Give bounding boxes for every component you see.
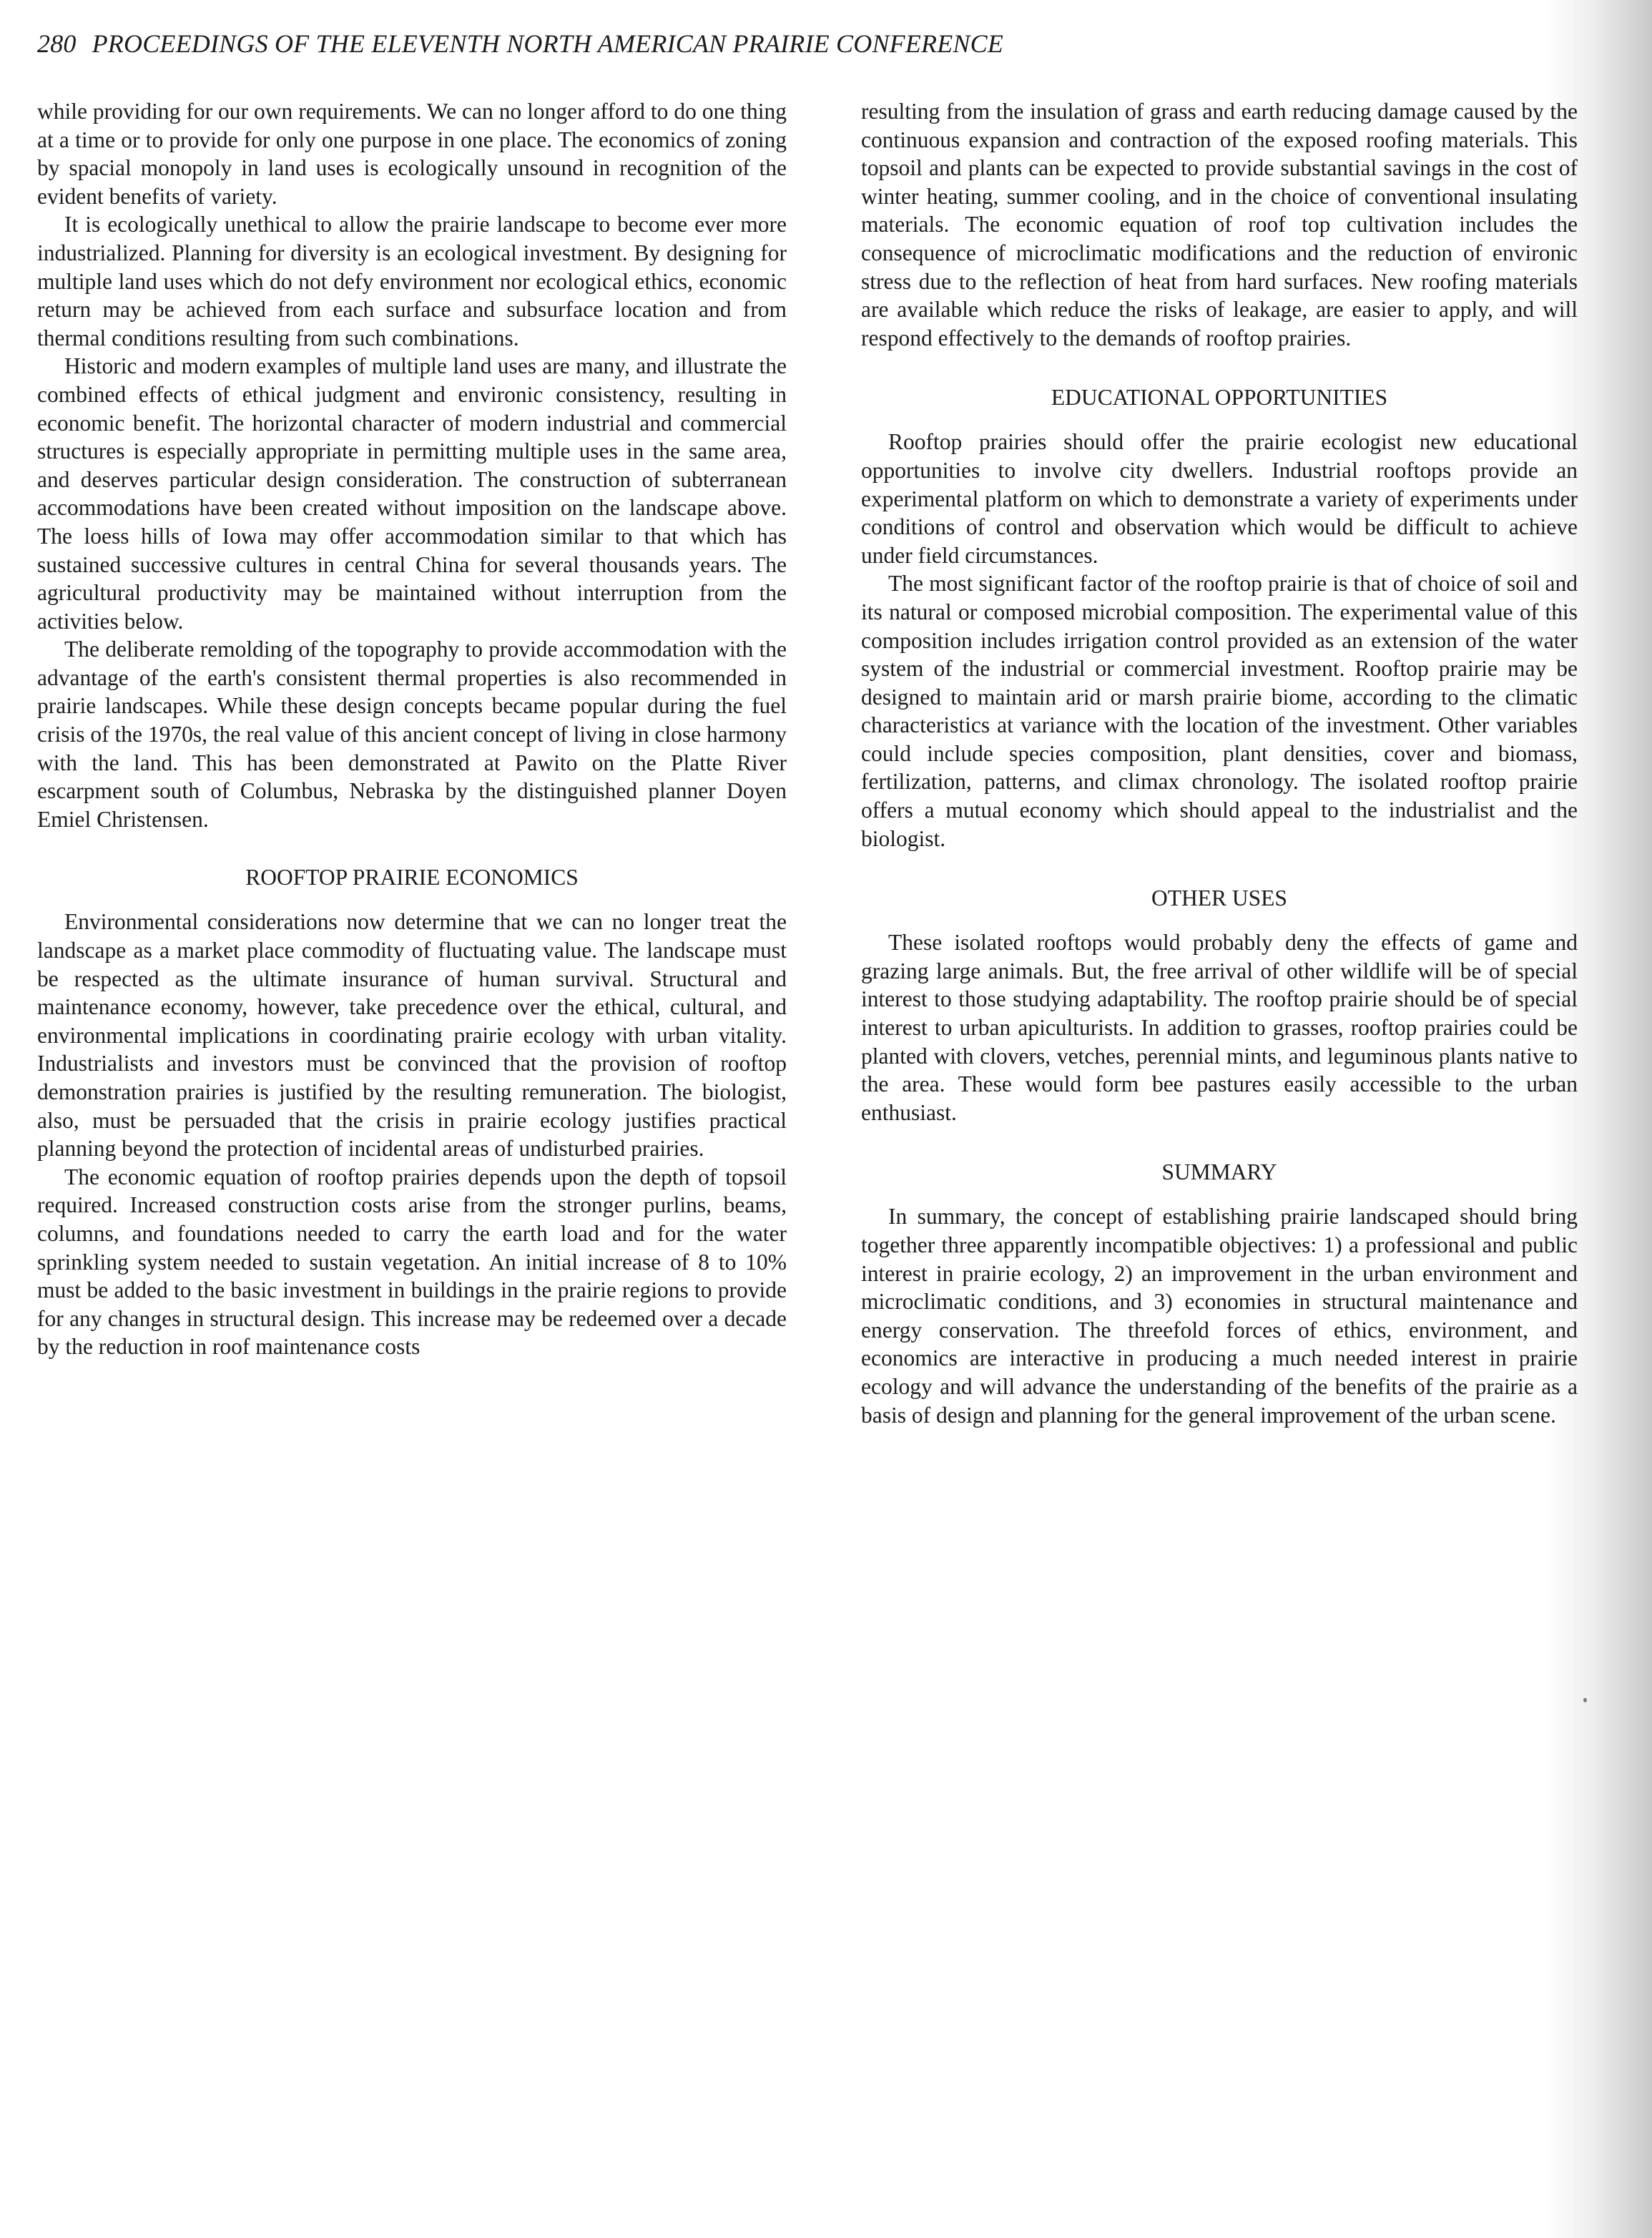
scan-speck [1583,1698,1587,1702]
paragraph: The most significant factor of the rooftop prairie is that of choice of soil and its natural or composed microbial composition. The experimental value of this composition includes irrigation control provided as an extension of the water system of the industrial or commercial investment. Rooftop prairie may be designed to maintain arid or marsh prairie biome, according to the climatic characteristics at variance with the location of the investment. Other variables could include species composition, plant densities, cover and biomass, fertilization, patterns, and climax chronology. The isolated rooftop prairie offers a mutual economy which should appeal to the industrialist and the biologist. [861,571,1578,851]
paragraph: while providing for our own requirements. We can no longer afford to do one thing at a time or to provide for only one purpose in one place. The economics of zoning by spacial monopoly in land uses is ecologically unsound in recognition of the evident benefits of variety. [37,99,787,209]
page-number: 280 [37,29,77,58]
paragraph: Historic and modern examples of multiple land uses are many, and illustrate the combined effects of ethical judgment and environic consistency, resulting in economic benefit. The horizontal character of modern industrial and commercial structures is especially appropriate in permitting multiple uses in the same area, and deserves particular design consideration. The construction of subterranean accommodations have been created without imposition on the landscape above. The loess hills of Iowa may offer accommodation similar to that which has sustained successive cultures in central China for several thousands years. The agricultural productivity may be maintained without interruption from the activities below. [37,353,787,634]
paragraph: The economic equation of rooftop prairies depends upon the depth of topsoil required. Increased construction costs arise from the stronger purlins, beams, columns, and foundations needed to carry the earth load and for the water sprinkling system needed to sustain vegetation. An initial increase of 8 to 10% must be added to the basic investment in buildings in the prairie regions to provide for any changes in structural design. This increase may be redeemed over a decade by the reduction in roof maintenance costs [37,1164,787,1360]
paragraph: The deliberate remolding of the topography to provide accommodation with the advantage of the earth's consistent thermal properties is also recommended in prairie landscapes. While these design concepts became popular during the fuel crisis of the 1970s, the real value of this ancient concept of living in close harmony with the land. This has been demonstrated at Pawito on the Platte River escarpment south of Columbus, Nebraska by the distinguished planner Doyen Emiel Christensen. [37,637,787,832]
running-header [37,29,1003,59]
paragraph: resulting from the insulation of grass and earth reducing damage caused by the continuous expansion and contraction of the exposed roofing materials. This topsoil and plants can be expected to provide substantial savings in the cost of winter heating, summer cooling, and in the choice of conventional insulating materials. The economic equation of roof top cultivation includes the consequence of microclimatic modifications and the reduction of environic stress due to the reflection of heat from hard surfaces. New roofing materials are available which reduce the risks of leakage, are easier to apply, and will respond effectively to the demands of rooftop prairies. [861,99,1578,350]
paragraph: Rooftop prairies should offer the prairie ecologist new educational opportunities to involve city dwellers. Industrial rooftops provide an experimental platform on which to demonstrate a variety of experiments under conditions of control and observation which would be difficult to achieve under field circumstances. [861,429,1578,568]
paragraph: It is ecologically unethical to allow the prairie landscape to become ever more industrialized. Planning for diversity is an ecological investment. By designing for multiple land uses which do not defy environment nor ecological ethics, economic return may be achieved from each surface and subsurface location and from thermal conditions resulting from such combinations. [37,212,787,350]
paragraph: In summary, the concept of establishing prairie landscaped should bring together three apparently incompatible objectives: 1) a professional and public interest in prairie ecology, 2) an improvement in the urban environment and microclimatic conditions, and 3) economies in structural maintenance and energy conservation. The threefold forces of ethics, environment, and economics are interactive in producing a much needed interest in prairie ecology and will advance the understanding of the benefits of the prairie as a basis of design and planning for the general improvement of the urban scene. [861,1204,1578,1428]
paragraph: Environmental considerations now determine that we can no longer treat the landscape as a market place commodity of fluctuating value. The landscape must be respected as the ultimate insurance of human survival. Structural and maintenance economy, however, take precedence over the ethical, cultural, and environmental implications in coordinating prairie ecology with urban vitality. Industrialists and investors must be convinced that the provision of rooftop demonstration prairies is justified by the resulting remuneration. The biologist, also, must be persuaded that the crisis in prairie ecology justifies practical planning beyond the protection of incidental areas of undisturbed prairies. [37,909,787,1162]
running-title: PROCEEDINGS OF THE ELEVENTH NORTH AMERICAN PRAIRIE CONFERENCE [92,29,1004,58]
section-heading-summary: SUMMARY [1161,1159,1277,1185]
section-heading-economics: ROOFTOP PRAIRIE ECONOMICS [245,865,579,890]
left-column [37,97,787,1361]
paragraph: These isolated rooftops would probably deny the effects of game and grazing large animals. But, the free arrival of other wildlife will be of special interest to those studying adaptability. The rooftop prairie should be of special interest to urban apiculturists. In addition to grasses, rooftop prairies could be planted with clovers, vetches, perennial mints, and leguminous plants native to the area. These would form bee pastures easily accessible to the urban enthusiast. [861,930,1578,1125]
right-column [861,97,1578,1429]
section-heading-other-uses: OTHER USES [1151,885,1287,911]
section-heading-educational: EDUCATIONAL OPPORTUNITIES [1051,385,1388,411]
